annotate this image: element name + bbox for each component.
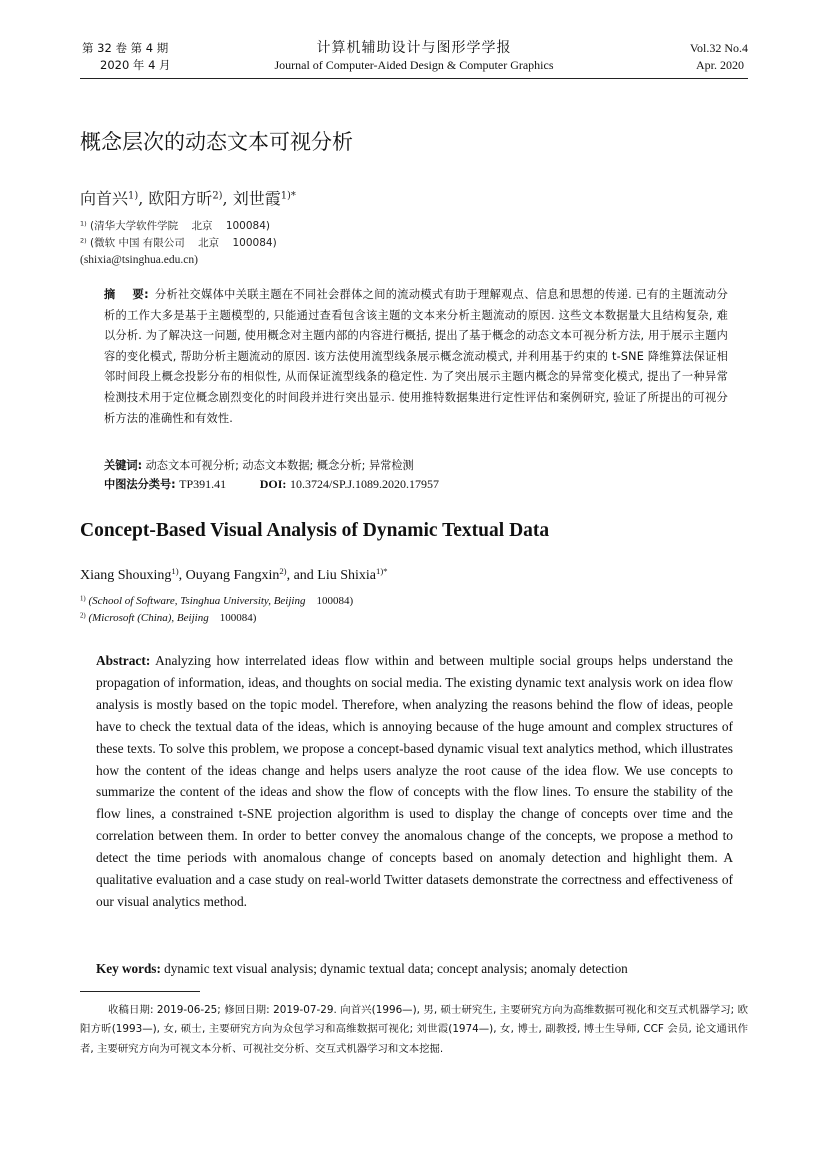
author-name: 向首兴: [80, 189, 129, 208]
keywords-en: [96, 961, 628, 977]
footnote-rule: [80, 991, 200, 992]
abstract-en: [96, 650, 733, 913]
doi-label: DOI:: [259, 477, 287, 491]
affiliations-en: [80, 593, 353, 627]
page-header: [0, 40, 828, 76]
classification-label: 中图法分类号:: [104, 478, 176, 491]
journal-name-en: Journal of Computer-Aided Design & Computer Graphics: [274, 58, 554, 72]
author-email: (shixia@tsinghua.edu.cn): [80, 254, 198, 266]
journal-name-cn: 计算机辅助设计与图形学学报: [316, 40, 512, 56]
author-name: Liu Shixia: [317, 568, 377, 583]
classification-code: TP391.41: [179, 477, 227, 491]
author-affil-mark: 1): [128, 190, 139, 202]
affiliation-line: $^{1)}$ (School of Software, Tsinghua University, Beijing 100084): [80, 595, 354, 607]
date-en: Apr. 2020: [696, 58, 744, 72]
author-list-cn: 向首兴$^{1)}$, 欧阳方昕$^{2)}$, 刘世霞$^{1)*}$: [80, 189, 296, 208]
header-rule: [80, 78, 748, 79]
footnote: 收稿日期: 2019-06-25; 修回日期: 2019-07-29. 向首兴(1996—), 男, 硕士研究生, 主要研究方向为高维数据可视化和交互式机器学习; 欧阳方昕(1993—), 女, 硕士, 主要研究方向为众包学习和高维数据可视化; 刘世霞(1974—), 女, 博士, 副教授, 博士生导师, CCF 会员, 论文通讯作者, 主要研究方向为可视文本分析、可视社交分析、交互式机器学习和文本挖掘.: [80, 1004, 748, 1055]
affiliation-line: $^{2)}$ (微软 中国 有限公司 北京 100084): [80, 236, 277, 249]
author-affil-mark: 1)*: [376, 566, 388, 577]
abstract-en-label: Abstract:: [96, 653, 151, 668]
author-name: Ouyang Fangxin: [185, 568, 280, 583]
abstract-en-text: Analyzing how interrelated ideas flow within and between multiple social groups helps understand the propagation of information, ideas, and thoughts on social media. The existing dynamic text analysis work on idea flow analysis is mostly based on the topic model. Therefore, when analyzing the reasons behind the flow of ideas, people have to check the textual data of the ideas, which is annoying because of the huge amount and complex structures of these texts. To solve this problem, we propose a concept-based dynamic visual text analytics method, which illustrates how the content of the ideas change and helps users analyze the root cause of the idea flow. We use concepts to summarize the content of the ideas and show the flow of concepts with the flow lines. To ensure the stability of the flow lines, a constrained t-SNE projection algorithm is used to display the change of concepts over time and the correlation between them. In order to better convey the anomalous change of the concepts, we propose a method to detect the time periods with anomalous change of concepts based on anomaly detection and highlight them. A qualitative evaluation and a case study on real-world Twitter datasets demonstrate the correctness and effectiveness of our visual analytics method.: [96, 653, 733, 909]
keywords-en-label: Key words:: [96, 961, 161, 976]
issue-info-en: [690, 40, 748, 74]
author-affil-mark: 1)*: [280, 190, 296, 202]
paper-title-cn: 概念层次的动态文本可视分析: [80, 130, 353, 154]
doi-value: 10.3724/SP.J.1089.2020.17957: [289, 477, 440, 491]
date-cn: 2020 年 4 月: [100, 58, 171, 72]
author-name: Xiang Shouxing: [80, 568, 172, 583]
doi: [260, 478, 439, 491]
abstract-cn-label: 摘 要:: [104, 288, 149, 301]
abstract-cn-text: 分析社交媒体中关联主题在不同社会群体之间的流动模式有助于理解观点、信息和思想的传递. 已有的主题流动分析的工作大多是基于主题模型的, 只能通过查看包含该主题的文本来分析主题流动的原因. 这些文本数据量大且结构复杂, 难以分析. 为了解决这一问题, 使用概念对主题内部的内容进行概括, 提出了基于概念的动态文本可视分析方法, 用于展示主题内容的变化模式, 帮助分析主题流动的原因. 该方法使用流型线条展示概念流动模式, 并利用基于约束的 t-SNE 降维算法保证相邻时间段上概念投影分布的相似性, 从而保证流型线条的稳定性. 为了突出展示主题内概念的异常变化模式, 提出了一种异常检测技术用于定位概念剧烈变化的时间段并进行突出显示. 使用推特数据集进行定性评估和案例研究, 验证了所提出的可视分析方法的准确性和有效性.: [104, 288, 728, 425]
volume-issue-cn: 第 32 卷 第 4 期: [82, 41, 169, 55]
volume-issue-en: Vol.32 No.4: [689, 41, 748, 55]
affiliation-line: $^{2)}$ (Microsoft (China), Beijing 100084): [80, 612, 257, 624]
author-name: 欧阳方昕: [148, 189, 213, 208]
classification-line: [104, 474, 439, 496]
author-affil-mark: 1): [171, 566, 179, 577]
keywords-cn-text: 动态文本可视分析; 动态文本数据; 概念分析; 异常检测: [145, 459, 414, 472]
keywords-en-text: dynamic text visual analysis; dynamic textual data; concept analysis; anomaly detection: [164, 961, 628, 976]
affiliation-line: $^{1)}$ (清华大学软件学院 北京 100084): [80, 219, 270, 232]
abstract-cn: [104, 285, 728, 429]
author-affil-mark: 2): [279, 566, 287, 577]
author-list-en: Xiang Shouxing$^{1)}$, Ouyang Fangxin$^{2)}$, and Liu Shixia$^{1)*}$: [80, 566, 388, 583]
author-affil-mark: 2): [212, 190, 223, 202]
paper-title-en: Concept-Based Visual Analysis of Dynamic Textual Data: [80, 520, 550, 541]
author-name: 刘世霞: [232, 189, 281, 208]
keywords-cn-label: 关键词:: [104, 459, 143, 472]
affiliations-cn: [80, 218, 277, 269]
